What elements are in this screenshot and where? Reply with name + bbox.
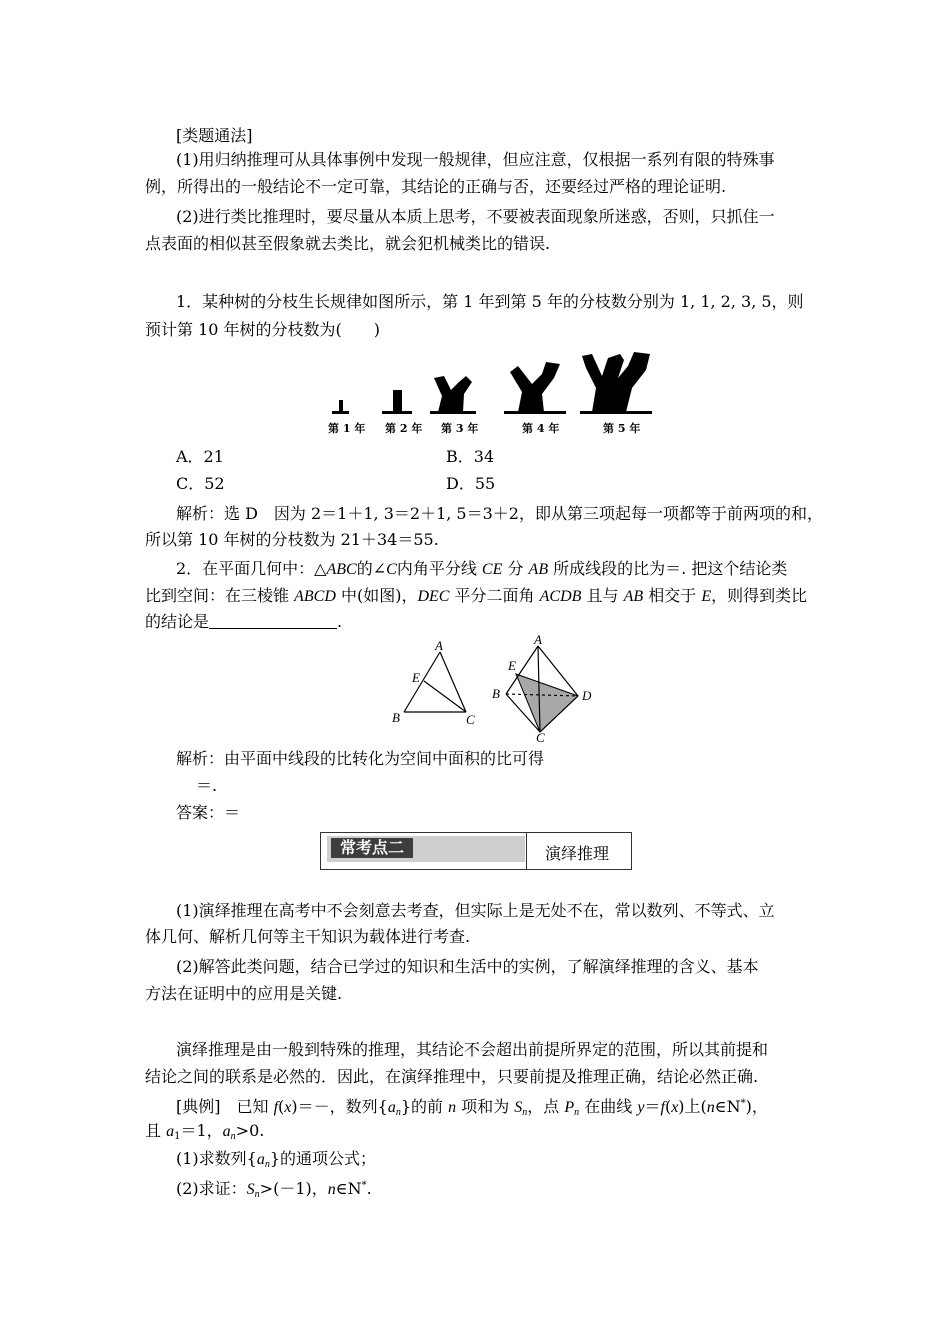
section-heading: [类题通法] bbox=[176, 126, 253, 145]
paragraph-line: (1)用归纳推理可从具体事例中发现一般规律，但应注意，仅根据一系列有限的特殊事 bbox=[176, 150, 775, 169]
paragraph-line: 例，所得出的一般结论不一定可靠，其结论的正确与否，还要经过严格的理论证明. bbox=[145, 177, 727, 196]
vertex-label: A bbox=[534, 632, 542, 647]
sub-question: (2)求证：$S_n>(-1)$，n∈N*. bbox=[176, 1179, 372, 1200]
vertex-label: C bbox=[466, 712, 475, 727]
key-point-banner bbox=[320, 832, 632, 870]
banner-divider bbox=[526, 833, 527, 869]
answer-line: 答案：＝ bbox=[176, 803, 241, 822]
vertex-label: E bbox=[508, 658, 516, 673]
paragraph-line: (2)进行类比推理时，要尽量从本质上思考，不要被表面现象所迷惑，否则，只抓住一 bbox=[176, 207, 775, 226]
paragraph-line: (1)演绎推理在高考中不会刻意去考查，但实际上是无处不在，常以数列、不等式、立 bbox=[176, 901, 775, 920]
question-2-line: 2．在平面几何中：△ABC的∠C内角平分线 CE 分 AB 所成线段的比为＝. 把这个结论类 bbox=[176, 559, 788, 578]
sub-question: (1)求数列$\{a_n\}$的通项公式； bbox=[176, 1149, 377, 1170]
solution-line: 解析：由平面中线段的比转化为空间中面积的比可得 bbox=[176, 749, 545, 768]
paragraph-line: 结论之间的联系是必然的．因此，在演绎推理中，只要前提及推理正确，结论必然正确. bbox=[145, 1067, 759, 1086]
paragraph-line: 点表面的相似甚至假象就去类比，就会犯机械类比的错误. bbox=[145, 234, 551, 253]
solution-line: 解析：选 D 因为 2＝1＋1, 3＝2＋1, 5＝3＋2，即从第三项起每一项都等于前两项的和， bbox=[176, 504, 823, 523]
vertex-label: E bbox=[412, 670, 420, 685]
tetrahedron-figure bbox=[488, 632, 598, 742]
vertex-label: D bbox=[582, 688, 592, 703]
vertex-label: C bbox=[536, 730, 545, 742]
figure-caption: 第 4 年 bbox=[522, 422, 560, 435]
paragraph-line: (2)解答此类问题，结合已学过的知识和生活中的实例，了解演绎推理的含义、基本 bbox=[176, 957, 759, 976]
key-point-tag-label: 常考点二 bbox=[331, 838, 413, 858]
key-point-tag bbox=[327, 836, 525, 862]
option-a: A．21 bbox=[176, 447, 224, 466]
figure-caption: 第 5 年 bbox=[603, 422, 641, 435]
option-c: C．52 bbox=[176, 474, 225, 493]
solution-line: 所以第 10 年树的分枝数为 21＋34＝55. bbox=[145, 530, 439, 549]
question-2-line: 比到空间：在三棱锥 ABCD 中(如图)，DEC 平分二面角 ACDB 且与 AB 相交于 E，则得到类比 bbox=[145, 586, 808, 605]
figure-caption: 第 1 年 bbox=[328, 422, 366, 435]
paragraph-line: 体几何、解析几何等主干知识为载体进行考查. bbox=[145, 927, 471, 946]
question-2-line: 的结论是 . bbox=[145, 612, 343, 631]
solution-line: ＝. bbox=[196, 776, 218, 795]
paragraph-line: 方法在证明中的应用是关键. bbox=[145, 984, 343, 1003]
question-1-line: 1．某种树的分枝生长规律如图所示，第 1 年到第 5 年的分枝数分别为 1, 1, 2, 3, 5，则 bbox=[176, 292, 804, 311]
key-point-title: 演绎推理 bbox=[545, 844, 610, 863]
vertex-label: B bbox=[492, 686, 500, 701]
example-line: [典例] 已知 f(x)＝－，数列$\{a_n\}$的前 n 项和为 $S_n$，点 $P_n$ 在曲线 y＝f(x)上(n∈N*)， bbox=[176, 1097, 768, 1118]
answer-blank bbox=[209, 614, 337, 629]
figure-caption: 第 3 年 bbox=[441, 422, 479, 435]
figure-caption: 第 2 年 bbox=[385, 422, 423, 435]
tree-growth-figure bbox=[320, 348, 660, 416]
option-d: D．55 bbox=[446, 474, 496, 493]
option-b: B．34 bbox=[446, 447, 495, 466]
paragraph-line: 演绎推理是由一般到特殊的推理，其结论不会超出前提所界定的范围，所以其前提和 bbox=[176, 1040, 769, 1059]
example-line: 且 $a_1=1$，$a_n>0$. bbox=[145, 1121, 265, 1142]
vertex-label: B bbox=[392, 710, 400, 725]
question-1-line: 预计第 10 年树的分枝数为( ) bbox=[145, 320, 381, 339]
vertex-label: A bbox=[435, 638, 443, 653]
triangle-figure bbox=[388, 636, 478, 728]
